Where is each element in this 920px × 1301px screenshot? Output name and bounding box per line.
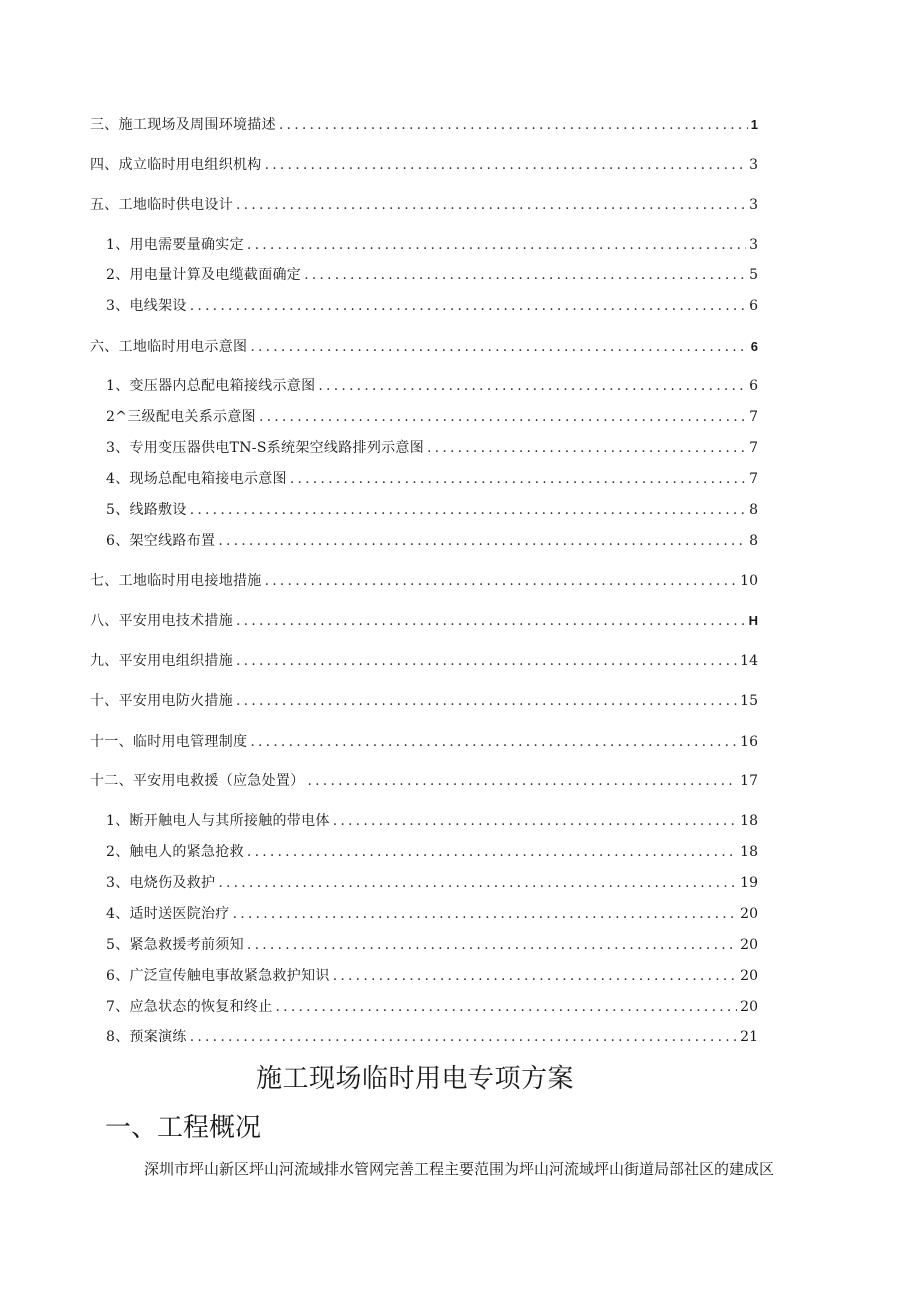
- toc-leader-dots: [333, 967, 737, 985]
- toc-leader-dots: [190, 297, 746, 315]
- toc-entry[interactable]: [106, 874, 758, 892]
- toc-leader-dots: [427, 439, 746, 457]
- toc-entry-page-number: 1: [750, 117, 758, 132]
- toc-entry[interactable]: [106, 236, 758, 254]
- toc-leader-dots: [333, 812, 737, 830]
- body-paragraph: 深圳市坪山新区坪山河流域排水管网完善工程主要范围为坪山河流域坪山街道局部社区的建成区: [144, 1160, 775, 1178]
- toc-entry[interactable]: [90, 733, 758, 751]
- toc-entry[interactable]: [106, 377, 758, 395]
- toc-entry-label: 四、成立临时用电组织机构: [90, 157, 262, 173]
- toc-leader-dots: [236, 652, 737, 670]
- toc-entry-label: 2^三级配电关系示意图: [106, 409, 256, 425]
- toc-entry-label: 5、线路敷设: [106, 502, 187, 518]
- toc-leader-dots: [250, 338, 747, 356]
- toc-entry-page-number: 16: [740, 734, 758, 750]
- toc-entry-page-number: 17: [740, 773, 758, 789]
- toc-entry-label: 三、施工现场及周围环境描述: [90, 117, 276, 133]
- toc-entry[interactable]: [90, 196, 758, 214]
- toc-entry-label: 十一、临时用电管理制度: [90, 734, 248, 750]
- toc-entry-page-number: 20: [740, 937, 758, 953]
- toc-entry-page-number: 8: [749, 502, 758, 518]
- toc-entry-label: 8、预案演练: [106, 1029, 187, 1045]
- toc-entry[interactable]: [106, 470, 758, 488]
- toc-entry-page-number: 20: [740, 999, 758, 1015]
- toc-leader-dots: [247, 936, 737, 954]
- toc-entry[interactable]: [106, 843, 758, 861]
- toc-entry[interactable]: [106, 532, 758, 550]
- toc-leader-dots: [247, 236, 746, 254]
- toc-entry-page-number: 20: [740, 906, 758, 922]
- toc-leader-dots: [318, 377, 746, 395]
- toc-entry-page-number: 5: [749, 267, 758, 283]
- toc-entry[interactable]: [106, 1028, 758, 1046]
- toc-entry-label: 2、用电量计算及电缆截面确定: [106, 267, 302, 283]
- toc-entry[interactable]: [106, 297, 758, 315]
- toc-entry[interactable]: [106, 266, 758, 284]
- toc-entry-page-number: 20: [740, 968, 758, 984]
- toc-entry[interactable]: [106, 812, 758, 830]
- toc-entry[interactable]: [90, 692, 758, 710]
- toc-entry-label: 4、适时送医院治疗: [106, 906, 230, 922]
- toc-leader-dots: [250, 733, 737, 751]
- toc-entry-page-number: 18: [740, 813, 758, 829]
- toc-entry-label: 七、工地临时用电接地措施: [90, 573, 262, 589]
- toc-entry-page-number: H: [748, 613, 758, 628]
- toc-entry-page-number: 18: [740, 844, 758, 860]
- toc-entry-label: 1、用电需要量确实定: [106, 237, 244, 253]
- toc-entry-label: 1、断开触电人与其所接触的带电体: [106, 813, 330, 829]
- toc-entry-page-number: 8: [749, 533, 758, 549]
- toc-entry[interactable]: [90, 116, 758, 134]
- toc-entry-label: 3、电线架设: [106, 298, 187, 314]
- document-title: 施工现场临时用电专项方案: [255, 1064, 574, 1094]
- toc-entry-label: 3、电烧伤及救护: [106, 875, 216, 891]
- toc-entry[interactable]: [106, 967, 758, 985]
- toc-entry-page-number: 10: [740, 573, 758, 589]
- toc-entry-page-number: 14: [740, 653, 758, 669]
- toc-entry[interactable]: [90, 338, 758, 356]
- toc-entry-label: 九、平安用电组织措施: [90, 653, 233, 669]
- toc-entry-label: 6、广泛宣传触电事故紧急救护知识: [106, 968, 330, 984]
- toc-entry-label: 7、应急状态的恢复和终止: [106, 999, 273, 1015]
- toc-entry-page-number: 7: [749, 440, 758, 456]
- toc-leader-dots: [233, 905, 738, 923]
- toc-leader-dots: [190, 1028, 737, 1046]
- toc-entry-page-number: 6: [749, 298, 758, 314]
- toc-entry-label: 五、工地临时供电设计: [90, 197, 233, 213]
- toc-entry-label: 5、紧急救援考前须知: [106, 937, 244, 953]
- toc-entry-page-number: 7: [749, 471, 758, 487]
- toc-leader-dots: [236, 612, 746, 630]
- toc-entry-page-number: 7: [749, 409, 758, 425]
- toc-leader-dots: [190, 501, 746, 519]
- toc-entry[interactable]: [106, 936, 758, 954]
- section-heading: 一、工程概况: [105, 1113, 262, 1143]
- toc-entry[interactable]: [106, 905, 758, 923]
- toc-entry-label: 八、平安用电技术措施: [90, 613, 233, 629]
- toc-leader-dots: [218, 532, 746, 550]
- toc-entry-label: 2、触电人的紧急抢救: [106, 844, 244, 860]
- toc-entry-label: 十、平安用电防火措施: [90, 693, 233, 709]
- toc-entry[interactable]: [90, 612, 758, 630]
- toc-leader-dots: [276, 998, 738, 1016]
- toc-leader-dots: [236, 692, 737, 710]
- toc-leader-dots: [290, 470, 746, 488]
- toc-entry-label: 4、现场总配电箱接电示意图: [106, 471, 287, 487]
- toc-leader-dots: [304, 266, 746, 284]
- toc-leader-dots: [265, 156, 746, 174]
- toc-entry-page-number: 6: [749, 378, 758, 394]
- toc-leader-dots: [308, 772, 738, 790]
- toc-entry-page-number: 3: [749, 197, 758, 213]
- toc-entry-page-number: 15: [740, 693, 758, 709]
- toc-entry-label: 十二、平安用电救援（应急处置）: [90, 773, 305, 789]
- toc-entry[interactable]: [106, 998, 758, 1016]
- toc-entry-label: 六、工地临时用电示意图: [90, 339, 248, 355]
- toc-entry-page-number: 3: [749, 157, 758, 173]
- toc-leader-dots: [218, 874, 737, 892]
- toc-entry[interactable]: [90, 572, 758, 590]
- toc-leader-dots: [259, 408, 746, 426]
- toc-entry[interactable]: [106, 439, 758, 457]
- toc-entry-label: 6、架空线路布置: [106, 533, 216, 549]
- toc-leader-dots: [279, 116, 748, 134]
- toc-leader-dots: [236, 196, 746, 214]
- toc-entry-label: 1、变压器内总配电箱接线示意图: [106, 378, 316, 394]
- toc-entry-page-number: 6: [750, 339, 758, 354]
- toc-entry[interactable]: [90, 652, 758, 670]
- toc-entry-page-number: 3: [749, 237, 758, 253]
- toc-entry[interactable]: [90, 156, 758, 174]
- toc-entry-page-number: 21: [740, 1029, 758, 1045]
- toc-leader-dots: [265, 572, 738, 590]
- toc-entry-page-number: 19: [740, 875, 758, 891]
- toc-entry-label: 3、专用变压器供电TN-S系统架空线路排列示意图: [106, 440, 425, 456]
- toc-entry[interactable]: [106, 408, 758, 426]
- toc-entry[interactable]: [90, 772, 758, 790]
- toc-leader-dots: [247, 843, 737, 861]
- toc-entry[interactable]: [106, 501, 758, 519]
